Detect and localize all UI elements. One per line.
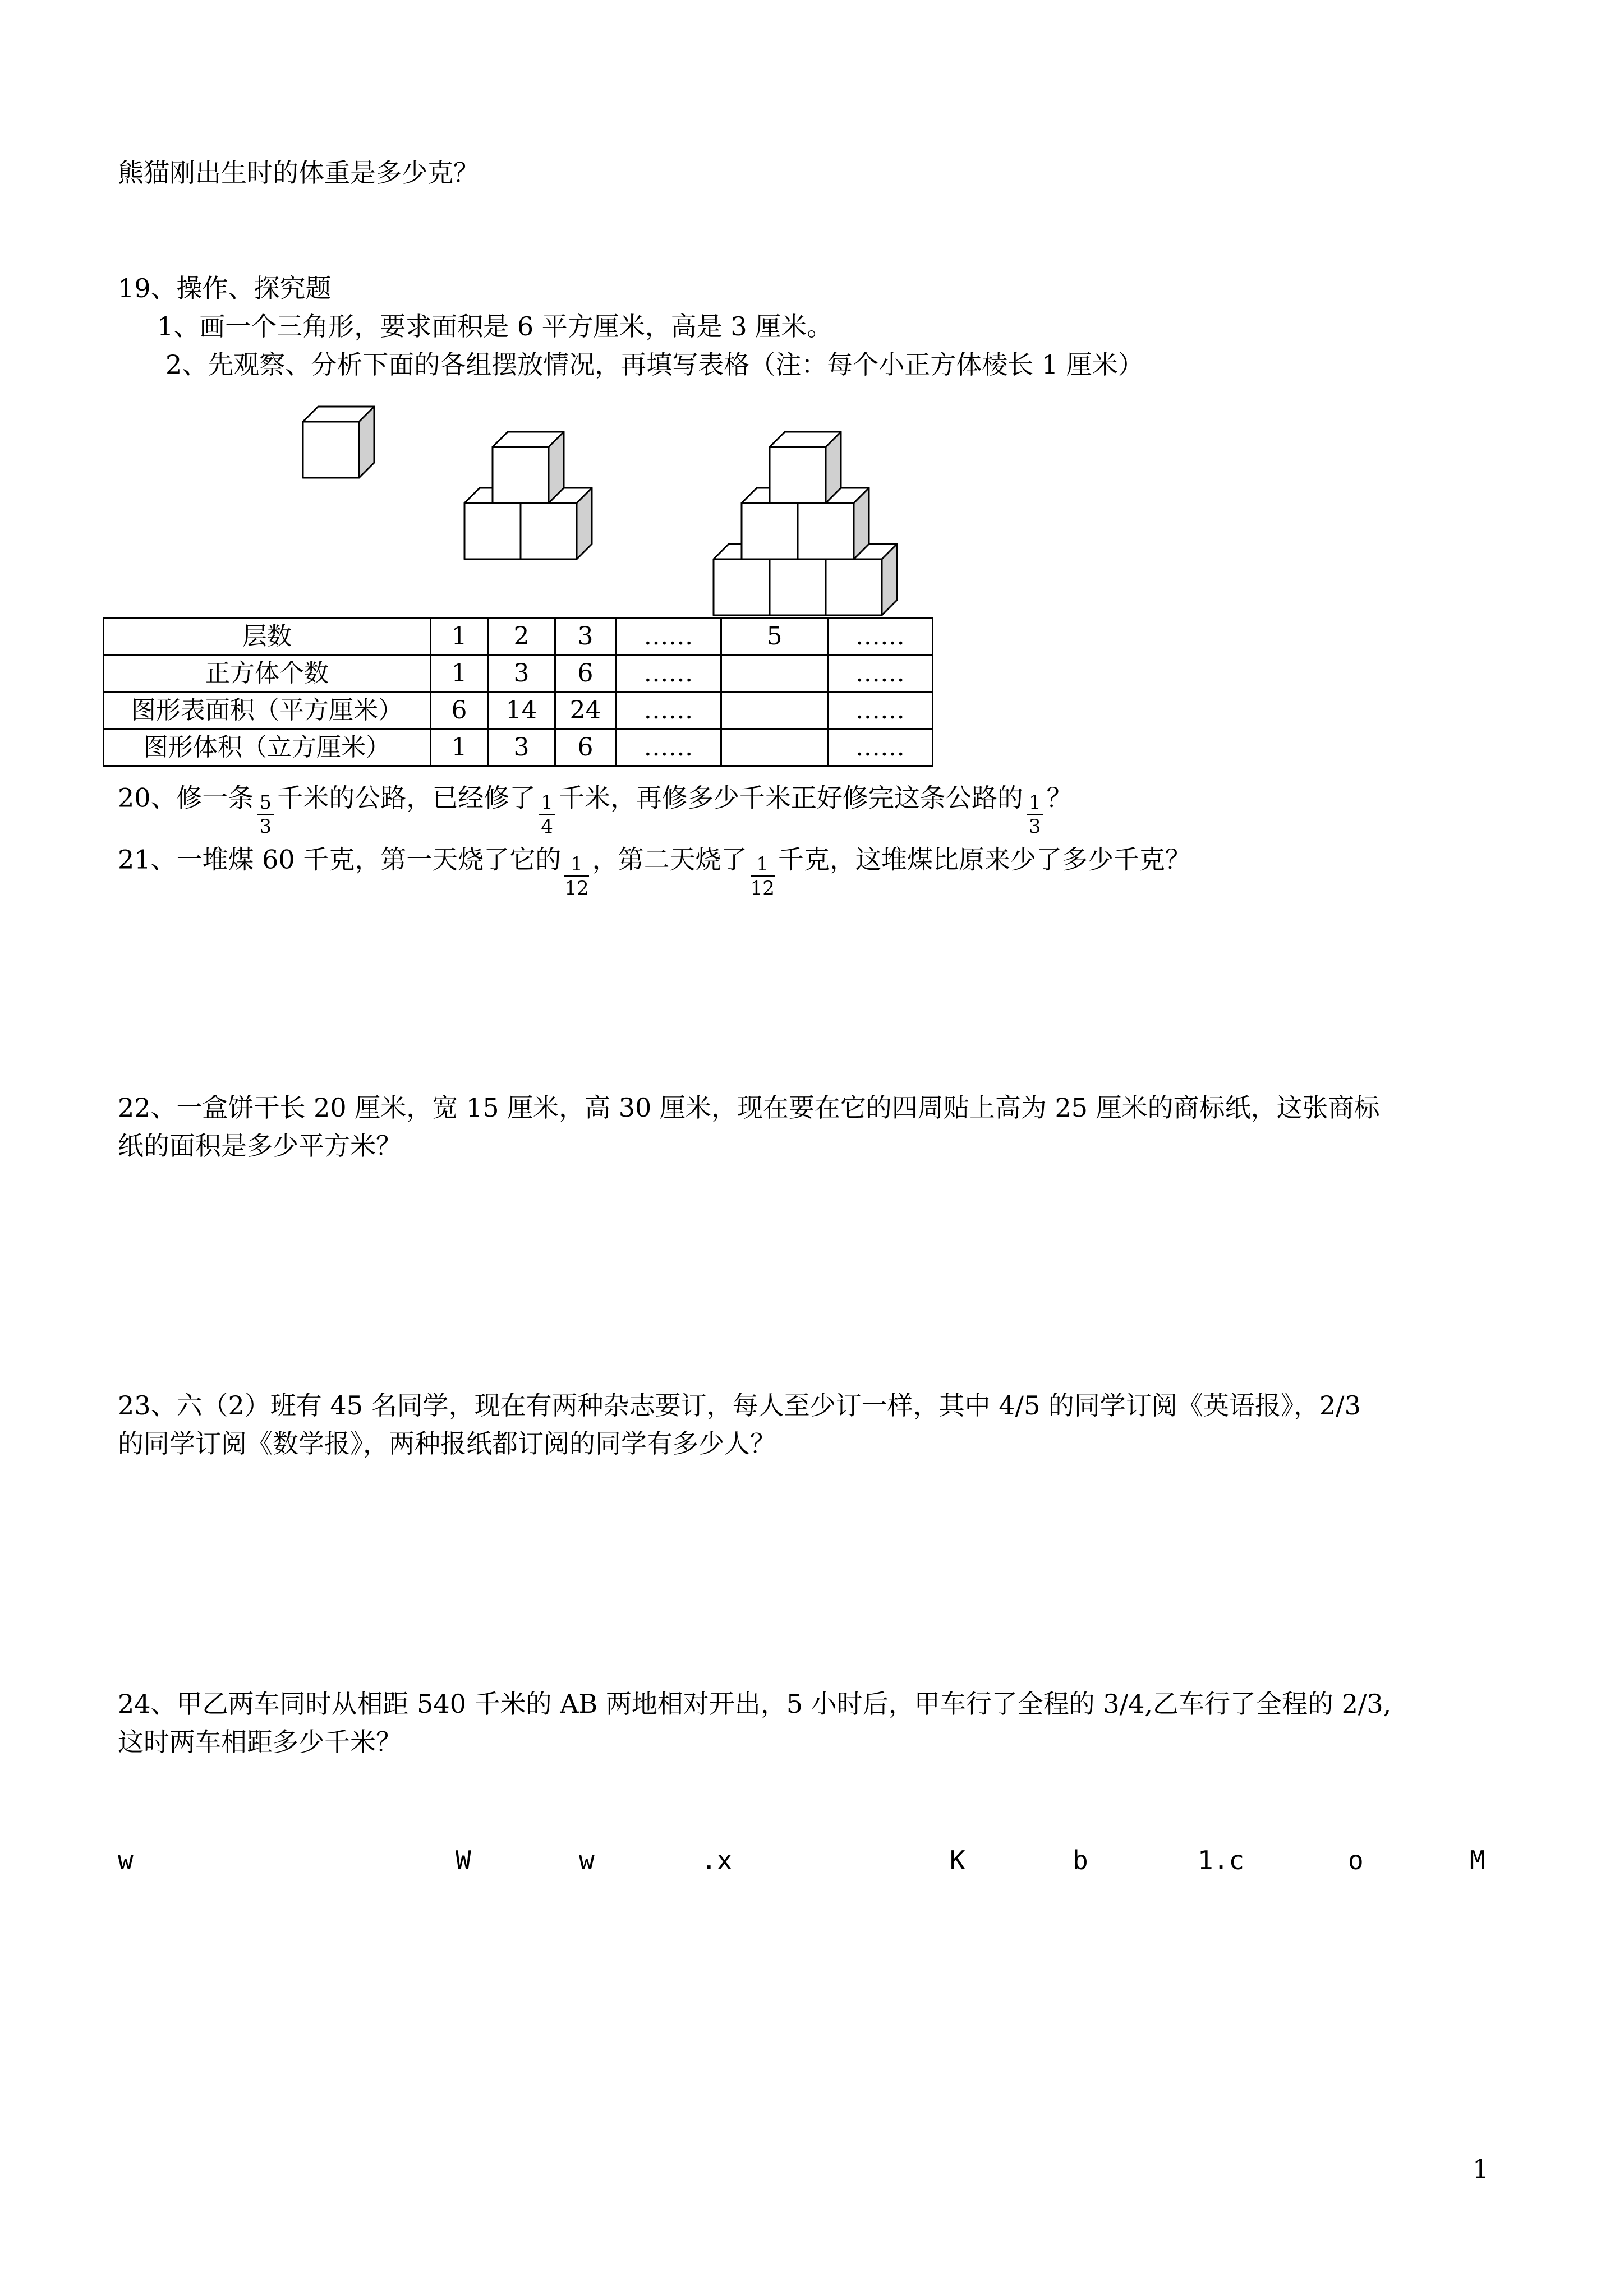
watermark-letter: o xyxy=(1348,1845,1364,1875)
table-cell: 3 xyxy=(555,618,616,655)
watermark-letter: w xyxy=(579,1845,595,1875)
fraction-5-3: $\frac{5}{3}$ xyxy=(257,791,274,838)
fraction-1-4: $\frac{1}{4}$ xyxy=(539,791,555,838)
table-cell: …… xyxy=(828,655,933,692)
watermark-letter: .x xyxy=(701,1845,733,1875)
table-cell: 6 xyxy=(555,729,616,766)
watermark-letter: 1.c xyxy=(1198,1845,1245,1875)
q24-line1: 24、甲乙两车同时从相距 540 千米的 AB 两地相对开出，5 小时后，甲车行了全程的 3/4,乙车行了全程的 2/3, xyxy=(118,1689,1392,1719)
row-header-cell: 正方体个数 xyxy=(104,655,431,692)
table-cell: 3 xyxy=(488,729,555,766)
q19-title: 19、操作、探究题 xyxy=(118,273,332,303)
q21: 21、一堆煤 60 千克，第一天烧了它的 $\frac{1}{12}$ ，第二天烧了 $\frac{1}{12}$ 千克，这堆煤比原来少了多少千克？ xyxy=(118,844,1191,900)
q18-tail: 熊猫刚出生时的体重是多少克？ xyxy=(118,158,479,188)
cube xyxy=(493,432,564,503)
q23-line2: 的同学订阅《数学报》，两种报纸都订阅的同学有多少人？ xyxy=(118,1428,776,1459)
cube xyxy=(770,432,841,503)
table-cell: 6 xyxy=(431,692,488,729)
table-cell: …… xyxy=(828,692,933,729)
fraction-1-12-a: $\frac{1}{12}$ xyxy=(564,853,589,900)
table-cell: 2 xyxy=(488,618,555,655)
q19-item2: 2、先观察、分析下面的各组摆放情况，再填写表格（注：每个小正方体棱长 1 厘米） xyxy=(165,349,1144,380)
fraction-1-12-b: $\frac{1}{12}$ xyxy=(750,853,775,900)
watermark-letter: W xyxy=(456,1845,471,1875)
table-row xyxy=(104,692,933,729)
q22-line2: 纸的面积是多少平方米？ xyxy=(118,1131,402,1161)
table-cell: 1 xyxy=(431,729,488,766)
table-cell xyxy=(721,729,828,766)
table-cell: …… xyxy=(616,618,721,655)
row-header-cell: 层数 xyxy=(104,618,431,655)
cube xyxy=(303,407,374,478)
q19-item1: 1、画一个三角形，要求面积是 6 平方厘米，高是 3 厘米。 xyxy=(157,311,833,342)
row-header-cell: 图形体积（立方厘米） xyxy=(104,729,431,766)
table-cell xyxy=(721,655,828,692)
table-cell: …… xyxy=(616,729,721,766)
table-cell xyxy=(721,692,828,729)
page-number: 1 xyxy=(1473,2154,1489,2184)
fraction-1-3: $\frac{1}{3}$ xyxy=(1027,791,1043,838)
table-cell: …… xyxy=(616,655,721,692)
table-cell: …… xyxy=(828,618,933,655)
watermark-letter: M xyxy=(1470,1845,1485,1875)
table-cell: 24 xyxy=(555,692,616,729)
table-cell: 5 xyxy=(721,618,828,655)
q20: 20、修一条 $\frac{5}{3}$ 千米的公路，已经修了 $\frac{1}{4}$ 千米，再修多少千米正好修完这条公路的 $\frac{1}{3}$ ？ xyxy=(118,782,1073,838)
q22-line1: 22、一盒饼干长 20 厘米，宽 15 厘米，高 30 厘米，现在要在它的四周贴上高为 25 厘米的商标纸，这张商标 xyxy=(118,1092,1380,1123)
table-row xyxy=(104,729,933,766)
table-row xyxy=(104,655,933,692)
q23-line1: 23、六（2）班有 45 名同学，现在有两种杂志要订，每人至少订一样，其中 4/5 的同学订阅《英语报》，2/3 xyxy=(118,1390,1361,1421)
table-cell: 14 xyxy=(488,692,555,729)
table-cell: 1 xyxy=(431,655,488,692)
table-cell: …… xyxy=(616,692,721,729)
watermark-letter: w xyxy=(118,1845,134,1875)
table-row xyxy=(104,618,933,655)
watermark-letter: K xyxy=(950,1845,965,1875)
q24-line2: 这时两车相距多少千米？ xyxy=(118,1727,402,1757)
table-cell: 1 xyxy=(431,618,488,655)
row-header-cell: 图形表面积（平方厘米） xyxy=(104,692,431,729)
table-cell: 3 xyxy=(488,655,555,692)
table-cell: 6 xyxy=(555,655,616,692)
watermark-letter: b xyxy=(1073,1845,1088,1875)
cube-data-table xyxy=(103,617,933,767)
cube-stacks-figure xyxy=(0,0,1624,623)
table-cell: …… xyxy=(828,729,933,766)
